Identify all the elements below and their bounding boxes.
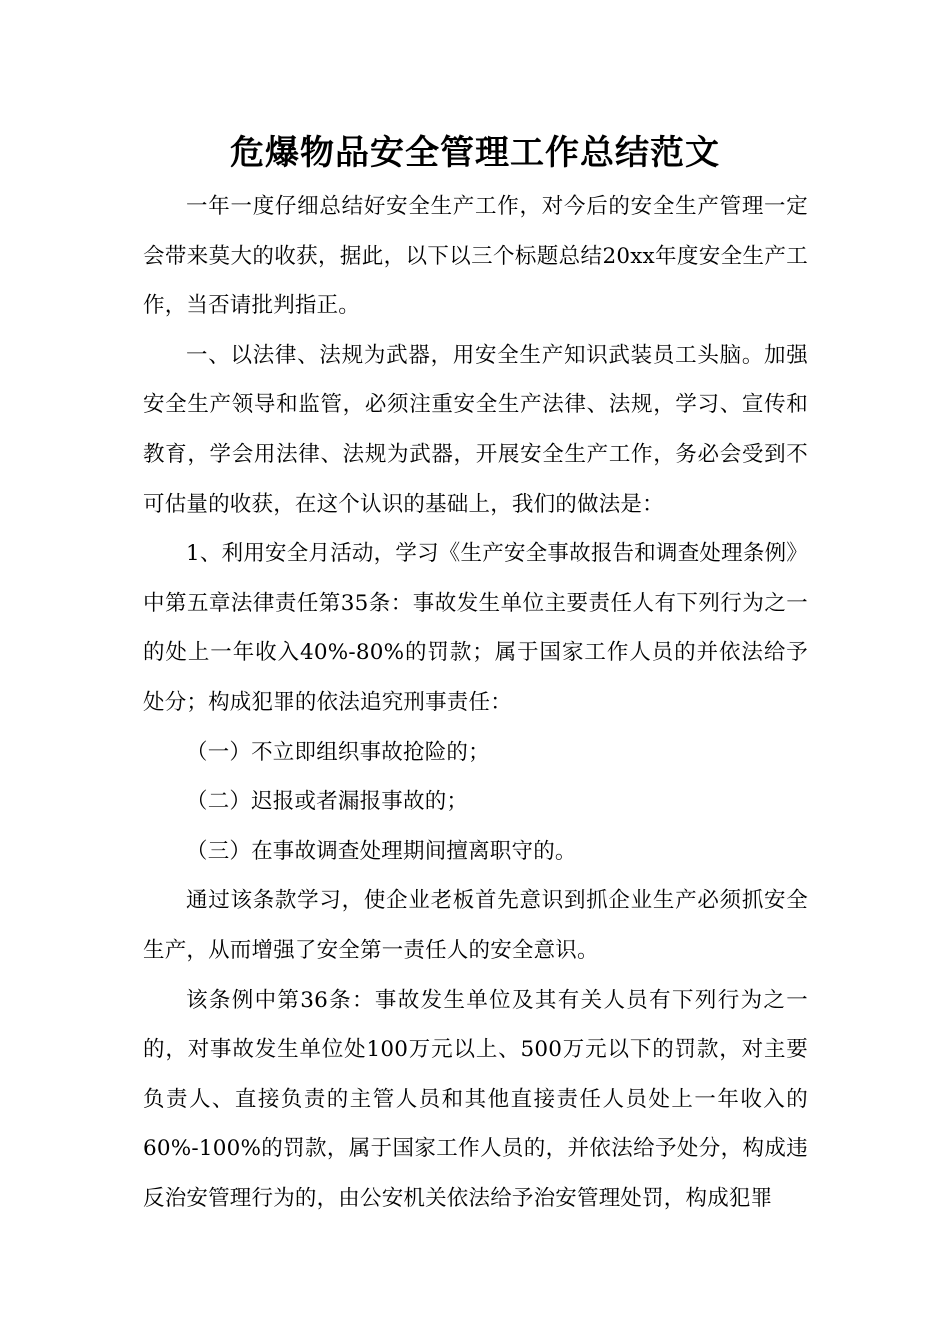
section-one-paragraph: 一、以法律、法规为武器，用安全生产知识武装员工头脑。加强安全生产领导和监管，必须注重安全生产法律、法规，学习、宣传和教育，学会用法律、法规为武器，开展安全生产工作，务必会受到不可估量的收获，在这个认识的基础上，我们的做法是： — [143, 342, 808, 517]
article-35-paragraph: 1、利用安全月活动，学习《生产安全事故报告和调查处理条例》中第五章法律责任第35条：事故发生单位主要责任人有下列行为之一的处上一年收入40%-80%的罚款；属于国家工作人员的并依法给予处分；构成犯罪的依法追究刑事责任： — [143, 541, 808, 715]
study-result-paragraph: 通过该条款学习，使企业老板首先意识到抓企业生产必须抓安全生产，从而增强了安全第一责任人的安全意识。 — [143, 888, 808, 963]
list-item-one: （一）不立即组织事故抢险的； — [186, 739, 490, 765]
article-36-paragraph: 该条例中第36条：事故发生单位及其有关人员有下列行为之一的，对事故发生单位处100万元以上、500万元以下的罚款，对主要负责人、直接负责的主管人员和其他直接责任人员处上一年收入的60%-100%的罚款，属于国家工作人员的，并依法给予处分，构成违反治安管理行为的，由公安机关依法给予治安管理处罚，构成犯罪 — [143, 987, 808, 1211]
list-item-two: （二）迟报或者漏报事故的； — [186, 789, 469, 815]
list-item-three: （三）在事故调查处理期间擅离职守的。 — [186, 838, 577, 864]
document-body — [143, 182, 808, 1223]
intro-paragraph: 一年一度仔细总结好安全生产工作，对今后的安全生产管理一定会带来莫大的收获，据此，以下以三个标题总结20xx年度安全生产工作，当否请批判指正。 — [143, 194, 808, 319]
document-title: 危爆物品安全管理工作总结范文 — [230, 133, 720, 173]
